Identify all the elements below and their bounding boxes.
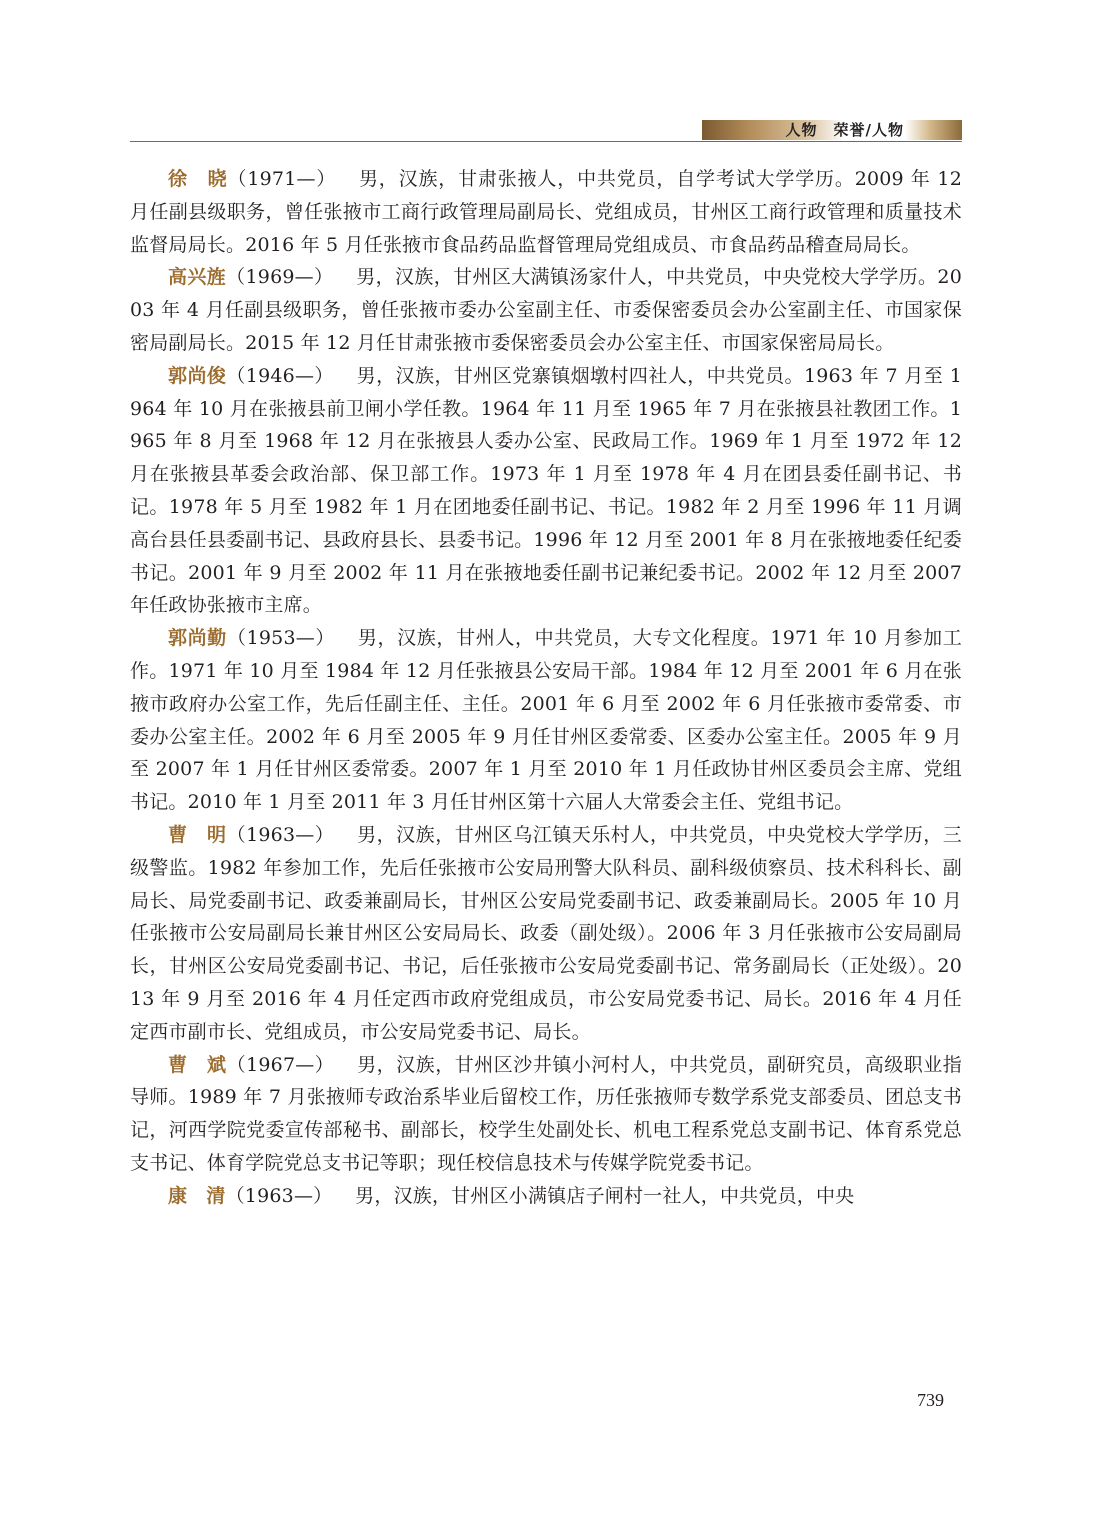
biography-entry <box>130 261 962 359</box>
person-years: （1946—） <box>226 364 334 387</box>
biography-list <box>130 163 962 1213</box>
person-name: 曹 斌 <box>168 1053 227 1076</box>
biography-entry <box>130 622 962 819</box>
biography-entry <box>130 163 962 261</box>
person-name: 曹 明 <box>168 823 227 846</box>
person-name: 徐 晓 <box>168 168 228 190</box>
person-years: （1963—） <box>225 1184 333 1207</box>
person-name: 高兴旌 <box>168 266 227 289</box>
person-bio: 男，汉族，甘州区小满镇店子闸村一社人，中共党员，中央 <box>355 1184 855 1207</box>
running-header <box>130 120 962 142</box>
person-name: 康 清 <box>168 1184 226 1207</box>
header-rule <box>130 141 962 142</box>
person-bio: 男，汉族，甘州人，中共党员，大专文化程度。1971 年 10 月参加工作。1971 年 10 月至 1984 年 12 月任张掖县公安局干部。1984 年 12 月至 2001 年 6 月在张掖市政府办公室工作，先后任副主任、主任。2001 年 6 月至 2002 年 6 月任张掖市委常委、市委办公室主任。2002 年 6 月至 2005 年 9 月任甘州区委常委、区委办公室主任。2005 年 9 月至 2007 年 1 月任甘州区委常委。2007 年 1 月至 2010 年 1 月任政协甘州区委员会主席、党组书记。2010 年 1 月至 2011 年 3 月任甘州区第十六届人大常委会主任、党组书记。 <box>130 627 962 814</box>
person-name: 郭尚勤 <box>168 627 227 650</box>
biography-entry <box>130 819 962 1049</box>
person-bio: 男，汉族，甘州区沙井镇小河村人，中共党员，副研究员，高级职业指导师。1989 年 7 月张掖师专政治系毕业后留校工作，历任张掖师专数学系党支部委员、团总支书记，河西学院党委宣传部秘书、副部长，校学生处副处长、机电工程系党总支副书记、体育系党总支书记、体育学院党总支书记等职；现任校信息技术与传媒学院党委书记。 <box>130 1053 962 1174</box>
person-bio: 男，汉族，甘州区党寨镇烟墩村四社人，中共党员。1963 年 7 月至 1964 年 10 月在张掖县前卫闸小学任教。1964 年 11 月至 1965 年 7 月在张掖县社教团工作。1965 年 8 月至 1968 年 12 月在张掖县人委办公室、民政局工作。1969 年 1 月至 1972 年 12 月在张掖县革委会政治部、保卫部工作。1973 年 1 月至 1978 年 4 月在团县委任副书记、书记。1978 年 5 月至 1982 年 1 月在团地委任副书记、书记。1982 年 2 月至 1996 年 11 月调高台县任县委副书记、县政府县长、县委书记。1996 年 12 月至 2001 年 8 月在张掖地委任纪委书记。2001 年 9 月至 2002 年 11 月在张掖地委任副书记兼纪委书记。2002 年 12 月至 2007 年任政协张掖市主席。 <box>130 364 962 617</box>
person-years: （1971—） <box>227 168 337 190</box>
biography-entry <box>130 1049 962 1180</box>
person-name: 郭尚俊 <box>168 364 227 387</box>
person-bio: 男，汉族，甘州区乌江镇天乐村人，中共党员，中央党校大学学历，三级警监。1982 年参加工作，先后任张掖市公安局刑警大队科员、副科级侦察员、技术科科长、副局长、局党委副书记、政委兼副局长，甘州区公安局党委副书记、政委兼副局长。2005 年 10 月任张掖市公安局副局长兼甘州区公安局局长、政委（副处级）。2006 年 3 月任张掖市公安局副局长，甘州区公安局党委副书记、书记，后任张掖市公安局党委副书记、常务副局长（正处级）。2013 年 9 月至 2016 年 4 月任定西市政府党组成员，市公安局党委书记、局长。2016 年 4 月任定西市副市长、党组成员，市公安局党委书记、局长。 <box>130 823 962 1043</box>
header-section-title: 人物 荣誉/人物 <box>785 121 904 139</box>
person-years: （1969—） <box>226 266 334 289</box>
person-bio: 男，汉族，甘州区大满镇汤家什人，中共党员，中央党校大学学历。2003 年 4 月任副县级职务，曾任张掖市委办公室副主任、市委保密委员会办公室副主任、市国家保密局副局长。2015 年 12 月任甘肃张掖市委保密委员会办公室主任、市国家保密局局长。 <box>130 266 962 354</box>
page-number: 739 <box>917 1390 944 1410</box>
person-years: （1963—） <box>226 823 335 846</box>
person-years: （1967—） <box>226 1053 335 1076</box>
person-years: （1953—） <box>226 627 336 650</box>
biography-entry <box>130 360 962 622</box>
person-bio: 男，汉族，甘肃张掖人，中共党员，自学考试大学学历。2009 年 12 月任副县级职务，曾任张掖市工商行政管理局副局长、党组成员，甘州区工商行政管理和质量技术监督局局长。2016 年 5 月任张掖市食品药品监督管理局党组成员、市食品药品稽查局局长。 <box>130 168 962 256</box>
biography-entry <box>130 1180 962 1213</box>
